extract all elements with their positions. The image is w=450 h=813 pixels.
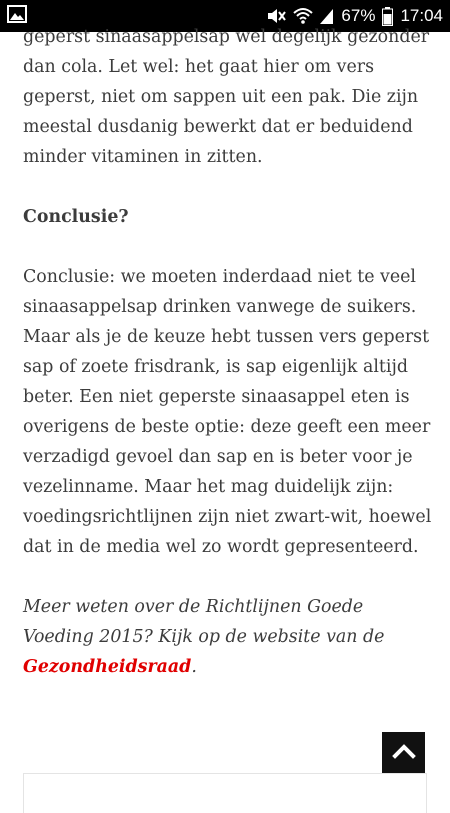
info-text: Meer weten over de Richtlijnen Goede Voeding 2015? Kijk op de website van de [23, 597, 385, 647]
gezondheidsraad-link[interactable]: Gezondheidsraad [23, 657, 192, 677]
info-end: . [191, 657, 197, 677]
chevron-up-icon [392, 743, 416, 763]
section-heading: Conclusie? [23, 207, 129, 227]
article-paragraph: Conclusie: we moeten inderdaad niet te veel sinaasappelsap drinken vanwege de suikers. Maar als je de keuze hebt tussen vers geperst sap of zoete frisdrank, is sap eigenlijk altijd beter. Een niet geperste sinaasappel eten is overigens de beste optie: deze geeft een meer verzadigd gevoel dan sap en is beter voor je vezelinname. Maar het mag duidelijk zijn: voedingsrichtlijnen zijn niet zwart-wit, hoewel dat in de media wel zo wordt gepresenteerd. [23, 267, 432, 557]
article-body [23, 22, 433, 682]
scroll-to-top-button[interactable] [382, 732, 425, 774]
article-paragraph-info [23, 592, 433, 682]
clock: 17:04 [400, 6, 443, 25]
bottom-card [23, 773, 427, 813]
article-paragraph: geperst sinaasappelsap wel degelijk gezonder dan cola. Let wel: het gaat hier om vers geperst, niet om sappen uit een pak. Die zijn meestal dusdanig bewerkt dat er beduidend minder vitaminen in zitten. [23, 27, 430, 167]
battery-percent: 67% [341, 6, 376, 25]
